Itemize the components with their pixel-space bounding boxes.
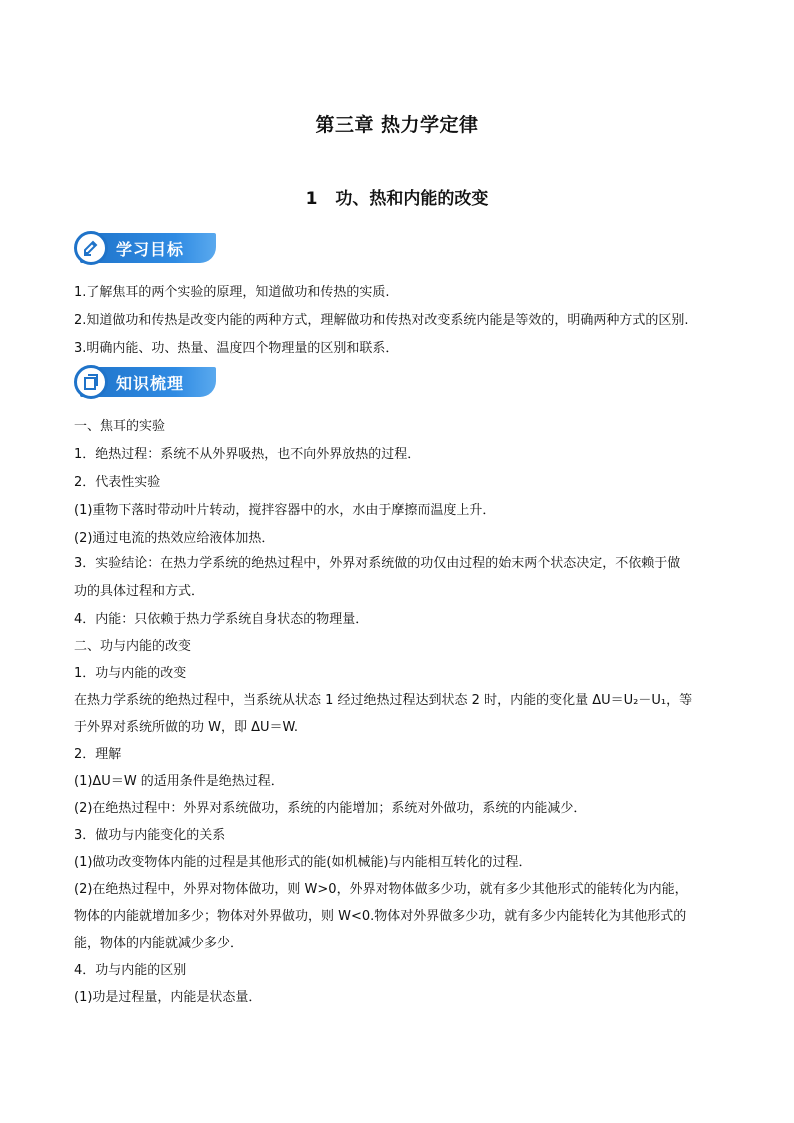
notebook-icon — [74, 365, 108, 399]
objective-item: 3.明确内能、功、热量、温度四个物理量的区别和联系． — [74, 341, 399, 356]
knowledge-line: (1)功是过程量，内能是状态量． — [74, 990, 262, 1005]
knowledge-banner — [74, 365, 234, 401]
knowledge-line: 功的具体过程和方式． — [74, 584, 205, 599]
knowledge-line: 2．代表性实验 — [74, 475, 161, 490]
knowledge-line: 能，物体的内能就减少多少． — [74, 936, 244, 951]
objectives-banner-label: 学习目标 — [116, 240, 185, 259]
objectives-banner — [74, 231, 234, 267]
objective-item: 2.知道做功和传热是改变内能的两种方式，理解做功和传热对改变系统内能是等效的，明确两种方式的区别. — [74, 313, 689, 328]
knowledge-banner-label: 知识梳理 — [116, 374, 185, 393]
knowledge-line: 1．功与内能的改变 — [74, 666, 187, 681]
chapter-title: 第三章 热力学定律 — [315, 114, 479, 136]
knowledge-line: (1)重物下落时带动叶片转动，搅拌容器中的水，水由于摩擦而温度上升． — [74, 503, 496, 518]
knowledge-line: 物体的内能就增加多少；物体对外界做功，则 W<0.物体对外界做多少功，就有多少内能转化为其他形式的 — [74, 909, 687, 924]
knowledge-line: (1)ΔU＝W 的适用条件是绝热过程． — [74, 774, 284, 789]
section-heading: 功、热和内能的改变 — [335, 189, 489, 209]
objective-item: 1.了解焦耳的两个实验的原理，知道做功和传热的实质. — [74, 285, 390, 300]
pencil-icon — [74, 231, 108, 265]
knowledge-line: 二、功与内能的改变 — [74, 639, 192, 654]
knowledge-line: 2．理解 — [74, 747, 122, 762]
section-title — [0, 184, 794, 209]
knowledge-line: (1)做功改变物体内能的过程是其他形式的能(如机械能)与内能相互转化的过程． — [74, 855, 532, 870]
knowledge-line: 于外界对系统所做的功 W，即 ΔU＝W. — [74, 720, 299, 735]
knowledge-line: 1．绝热过程：系统不从外界吸热，也不向外界放热的过程． — [74, 447, 421, 462]
knowledge-line: (2)在绝热过程中，外界对物体做功，则 W>0，外界对物体做多少功，就有多少其他形式的能转化为内能， — [74, 882, 688, 897]
knowledge-line: 4．功与内能的区别 — [74, 963, 187, 978]
knowledge-line: (2)通过电流的热效应给液体加热． — [74, 531, 275, 546]
knowledge-line: 3．做功与内能变化的关系 — [74, 828, 226, 843]
knowledge-line: 4．内能：只依赖于热力学系统自身状态的物理量． — [74, 612, 369, 627]
knowledge-line: (2)在绝热过程中：外界对系统做功，系统的内能增加；系统对外做功，系统的内能减少． — [74, 801, 587, 816]
section-number: 1 — [305, 189, 318, 209]
knowledge-line: 在热力学系统的绝热过程中，当系统从状态 1 经过绝热过程达到状态 2 时，内能的变化量 ΔU＝U₂－U₁，等 — [74, 693, 693, 708]
knowledge-line: 3．实验结论：在热力学系统的绝热过程中，外界对系统做的功仅由过程的始末两个状态决定，不依赖于做 — [74, 556, 681, 571]
knowledge-line: 一、焦耳的实验 — [74, 419, 166, 434]
